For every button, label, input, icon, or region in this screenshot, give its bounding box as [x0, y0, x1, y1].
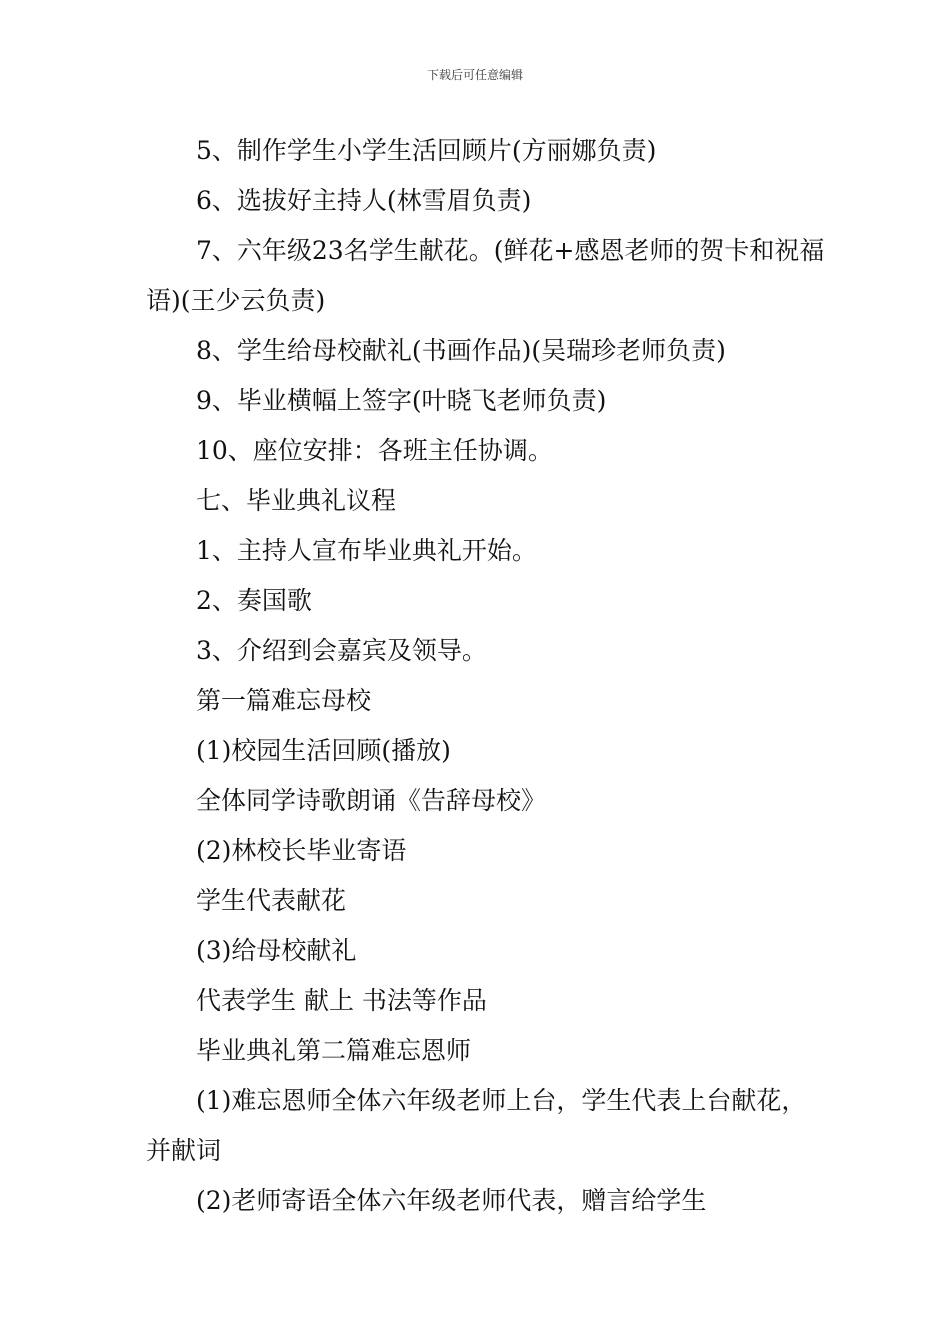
paragraph: (2)老师寄语全体六年级老师代表，赠言给学生 [196, 1186, 707, 1215]
page-header-note: 下载后可任意编辑 [426, 68, 523, 82]
paragraph: 第一篇难忘母校 [196, 686, 372, 715]
paragraph: 2、奏国歌 [196, 586, 312, 615]
paragraph: (1)校园生活回顾(播放) [196, 736, 451, 765]
document-body [146, 126, 826, 1226]
paragraph: 学生代表献花 [196, 886, 347, 915]
paragraph: (3)给母校献礼 [196, 936, 357, 965]
paragraph: (2)林校长毕业寄语 [196, 836, 407, 865]
paragraph: 3、介绍到会嘉宾及领导。 [196, 636, 487, 665]
paragraph: 1、主持人宣布毕业典礼开始。 [196, 536, 537, 565]
paragraph: 代表学生 献上 书法等作品 [196, 986, 487, 1015]
paragraph: 9、毕业横幅上签字(叶晓飞老师负责) [196, 386, 607, 415]
paragraph: 7、六年级23名学生献花。(鲜花+感恩老师的贺卡和祝福语)(王少云负责) [146, 236, 825, 315]
paragraph: 8、学生给母校献礼(书画作品)(吴瑞珍老师负责) [196, 336, 726, 365]
section-heading: 七、毕业典礼议程 [196, 486, 397, 515]
paragraph: 全体同学诗歌朗诵《告辞母校》 [196, 786, 547, 815]
paragraph: 毕业典礼第二篇难忘恩师 [196, 1036, 472, 1065]
paragraph: 5、制作学生小学生活回顾片(方丽娜负责) [196, 136, 657, 165]
paragraph: 10、座位安排：各班主任协调。 [196, 436, 553, 465]
paragraph: (1)难忘恩师全体六年级老师上台，学生代表上台献花，并献词 [146, 1086, 807, 1165]
paragraph: 6、选拔好主持人(林雪眉负责) [196, 186, 532, 215]
